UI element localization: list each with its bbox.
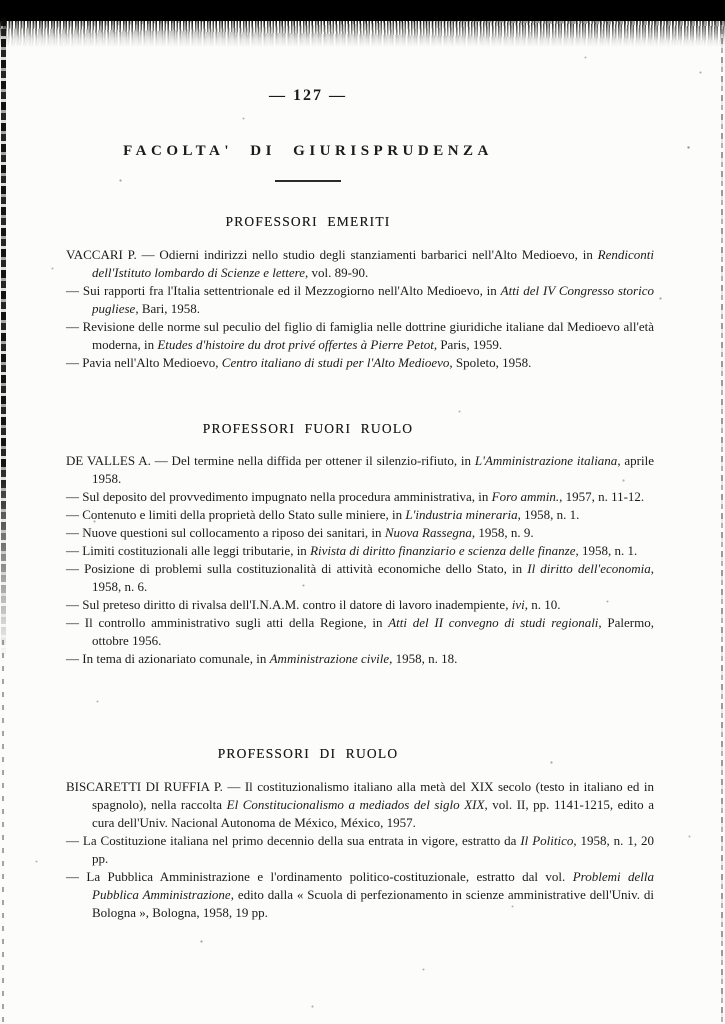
- entry-text: — Contenuto e limiti della proprietà dello Stato sulle miniere, in: [66, 507, 406, 522]
- entry-text: , 1958, n. 1.: [517, 507, 580, 522]
- work-title-italic: Etudes d'histoire du drot privé offertes à Pierre Petot: [157, 337, 434, 352]
- bibliography-entry: [66, 778, 654, 832]
- work-title-italic: Rendiconti dell'Istituto lombardo di Scienze e lettere: [92, 247, 654, 280]
- entry-text: — Sui rapporti fra l'Italia settentrionale ed il Mezzogiorno nell'Alto Medioevo, in: [66, 283, 501, 298]
- bibliography-entry: [66, 596, 654, 614]
- entry-text: , Paris, 1959.: [433, 337, 503, 352]
- entry-text: — In tema di azionariato comunale, in: [66, 651, 270, 666]
- bibliography-section: [66, 778, 654, 922]
- scan-left-edge: [1, 18, 6, 658]
- entry-text: , Bari, 1958.: [135, 301, 200, 316]
- entry-text: , Spoleto, 1958.: [449, 355, 532, 370]
- entry-text: , edito dalla « Scuola di perfezionamento in scienze amministrative dell'Univ. di Bologna », Bologna, 1958, 19 pp.: [92, 887, 654, 920]
- bibliography-section: [66, 246, 654, 372]
- work-title-italic: ivi: [511, 597, 525, 612]
- bibliography-entry: [66, 506, 654, 524]
- entry-text: DE VALLES A. — Del termine nella diffida per ottener il silenzio-rifiuto, in: [66, 453, 475, 468]
- entry-text: — Pavia nell'Alto Medioevo,: [66, 355, 222, 370]
- bibliography-entry: [66, 318, 654, 354]
- work-title-italic: Problemi della Pubblica Amministrazione: [92, 869, 654, 902]
- scan-right-edge: [721, 0, 723, 1024]
- bibliography-entry: [66, 354, 654, 372]
- entry-text: , Palermo, ottobre 1956.: [92, 615, 654, 648]
- entry-text: — Nuove questioni sul collocamento a riposo dei sanitari, in: [66, 525, 385, 540]
- entry-text: , 1957, n. 11-12.: [559, 489, 645, 504]
- work-title-italic: L'industria mineraria: [405, 507, 518, 522]
- work-title-italic: Il Politico: [520, 833, 574, 848]
- entry-text: — La Costituzione italiana nel primo decennio della sua entrata in vigore, estratto da: [66, 833, 521, 848]
- work-title-italic: L'Amministrazione italiana: [474, 453, 618, 468]
- bibliography-entry: [66, 542, 654, 560]
- work-title-italic: Il diritto dell'economia: [527, 561, 651, 576]
- entry-text: — La Pubblica Amministrazione e l'ordinamento politico-costituzionale, estratto dal vol.: [66, 869, 573, 884]
- entry-text: , aprile 1958.: [92, 453, 655, 486]
- bibliography-entry: [66, 452, 654, 488]
- scan-top-edge-noise: [0, 21, 725, 47]
- title-rule-divider: [275, 180, 341, 182]
- entry-text: , 1958, n. 6.: [92, 561, 655, 594]
- entry-text: — Limiti costituzionali alle leggi tributarie, in: [66, 543, 311, 558]
- scan-top-edge-bar: [0, 0, 725, 21]
- bibliography-entry: [66, 246, 654, 282]
- entry-text: VACCARI P. — Odierni indirizzi nello studio degli stanziamenti barbarici nell'Alto Medioevo, in: [66, 247, 598, 262]
- work-title-italic: Foro ammin.: [491, 489, 560, 504]
- bibliography-entry: [66, 524, 654, 542]
- page-title: FACOLTA' DI GIURISPRUDENZA: [123, 143, 493, 159]
- bibliography-entry: [66, 282, 654, 318]
- bibliography-entry: [66, 614, 654, 650]
- section-heading-professori-emeriti: PROFESSORI EMERITI: [225, 214, 391, 229]
- entry-text: , n. 10.: [524, 597, 561, 612]
- work-title-italic: El Constitucionalismo a mediados del siglo XIX: [226, 797, 485, 812]
- entry-text: , vol. 89-90.: [305, 265, 369, 280]
- work-title-italic: Centro italiano di studi per l'Alto Medioevo: [221, 355, 450, 370]
- entry-text: , 1958, n. 18.: [389, 651, 458, 666]
- entry-text: — Posizione di problemi sulla costituzionalità di attività economiche dello Stato, in: [66, 561, 528, 576]
- scan-dust-specks: [0, 0, 1, 1]
- entry-text: , 1958, n. 9.: [471, 525, 534, 540]
- entry-text: , 1958, n. 1, 20 pp.: [92, 833, 654, 866]
- section-heading-professori-fuori-ruolo: PROFESSORI FUORI RUOLO: [202, 421, 414, 436]
- work-title-italic: Atti del II convegno di studi regionali: [388, 615, 599, 630]
- entry-text: BISCARETTI DI RUFFIA P. — Il costituzionalismo italiano alla metà del XIX secolo (testo in italiano ed in spagnolo), nella raccolta: [66, 779, 654, 812]
- entry-text: , vol. II, pp. 1141-1215, edito a cura dell'Univ. Nacional Autonoma de México, México, 1957.: [92, 797, 654, 830]
- entry-text: , 1958, n. 1.: [575, 543, 638, 558]
- bibliography-entry: [66, 560, 654, 596]
- section-heading-professori-di-ruolo: PROFESSORI DI RUOLO: [217, 746, 399, 761]
- bibliography-entry: [66, 488, 654, 506]
- work-title-italic: Atti del IV Congresso storico pugliese: [92, 283, 654, 316]
- work-title-italic: Nuova Rassegna: [384, 525, 472, 540]
- page-number: — 127 —: [269, 87, 347, 104]
- bibliography-entry: [66, 650, 654, 668]
- entry-text: — Il controllo amministrativo sugli atti della Regione, in: [66, 615, 389, 630]
- bibliography-section: [66, 452, 654, 668]
- entry-text: — Sul preteso diritto di rivalsa dell'I.N.A.M. contro il datore di lavoro inadempiente,: [66, 597, 512, 612]
- bibliography-entry: [66, 868, 654, 922]
- entry-text: — Sul deposito del provvedimento impugnato nella procedura amministrativa, in: [66, 489, 492, 504]
- entry-text: — Revisione delle norme sul peculio del figlio di famiglia nelle dottrine giuridiche italiane dal Medioevo all'età moderna, in: [66, 319, 654, 352]
- bibliography-entry: [66, 832, 654, 868]
- work-title-italic: Rivista di diritto finanziario e scienza delle finanze: [310, 543, 576, 558]
- work-title-italic: Amministrazione civile: [269, 651, 390, 666]
- scan-left-edge-lower: [2, 640, 4, 1024]
